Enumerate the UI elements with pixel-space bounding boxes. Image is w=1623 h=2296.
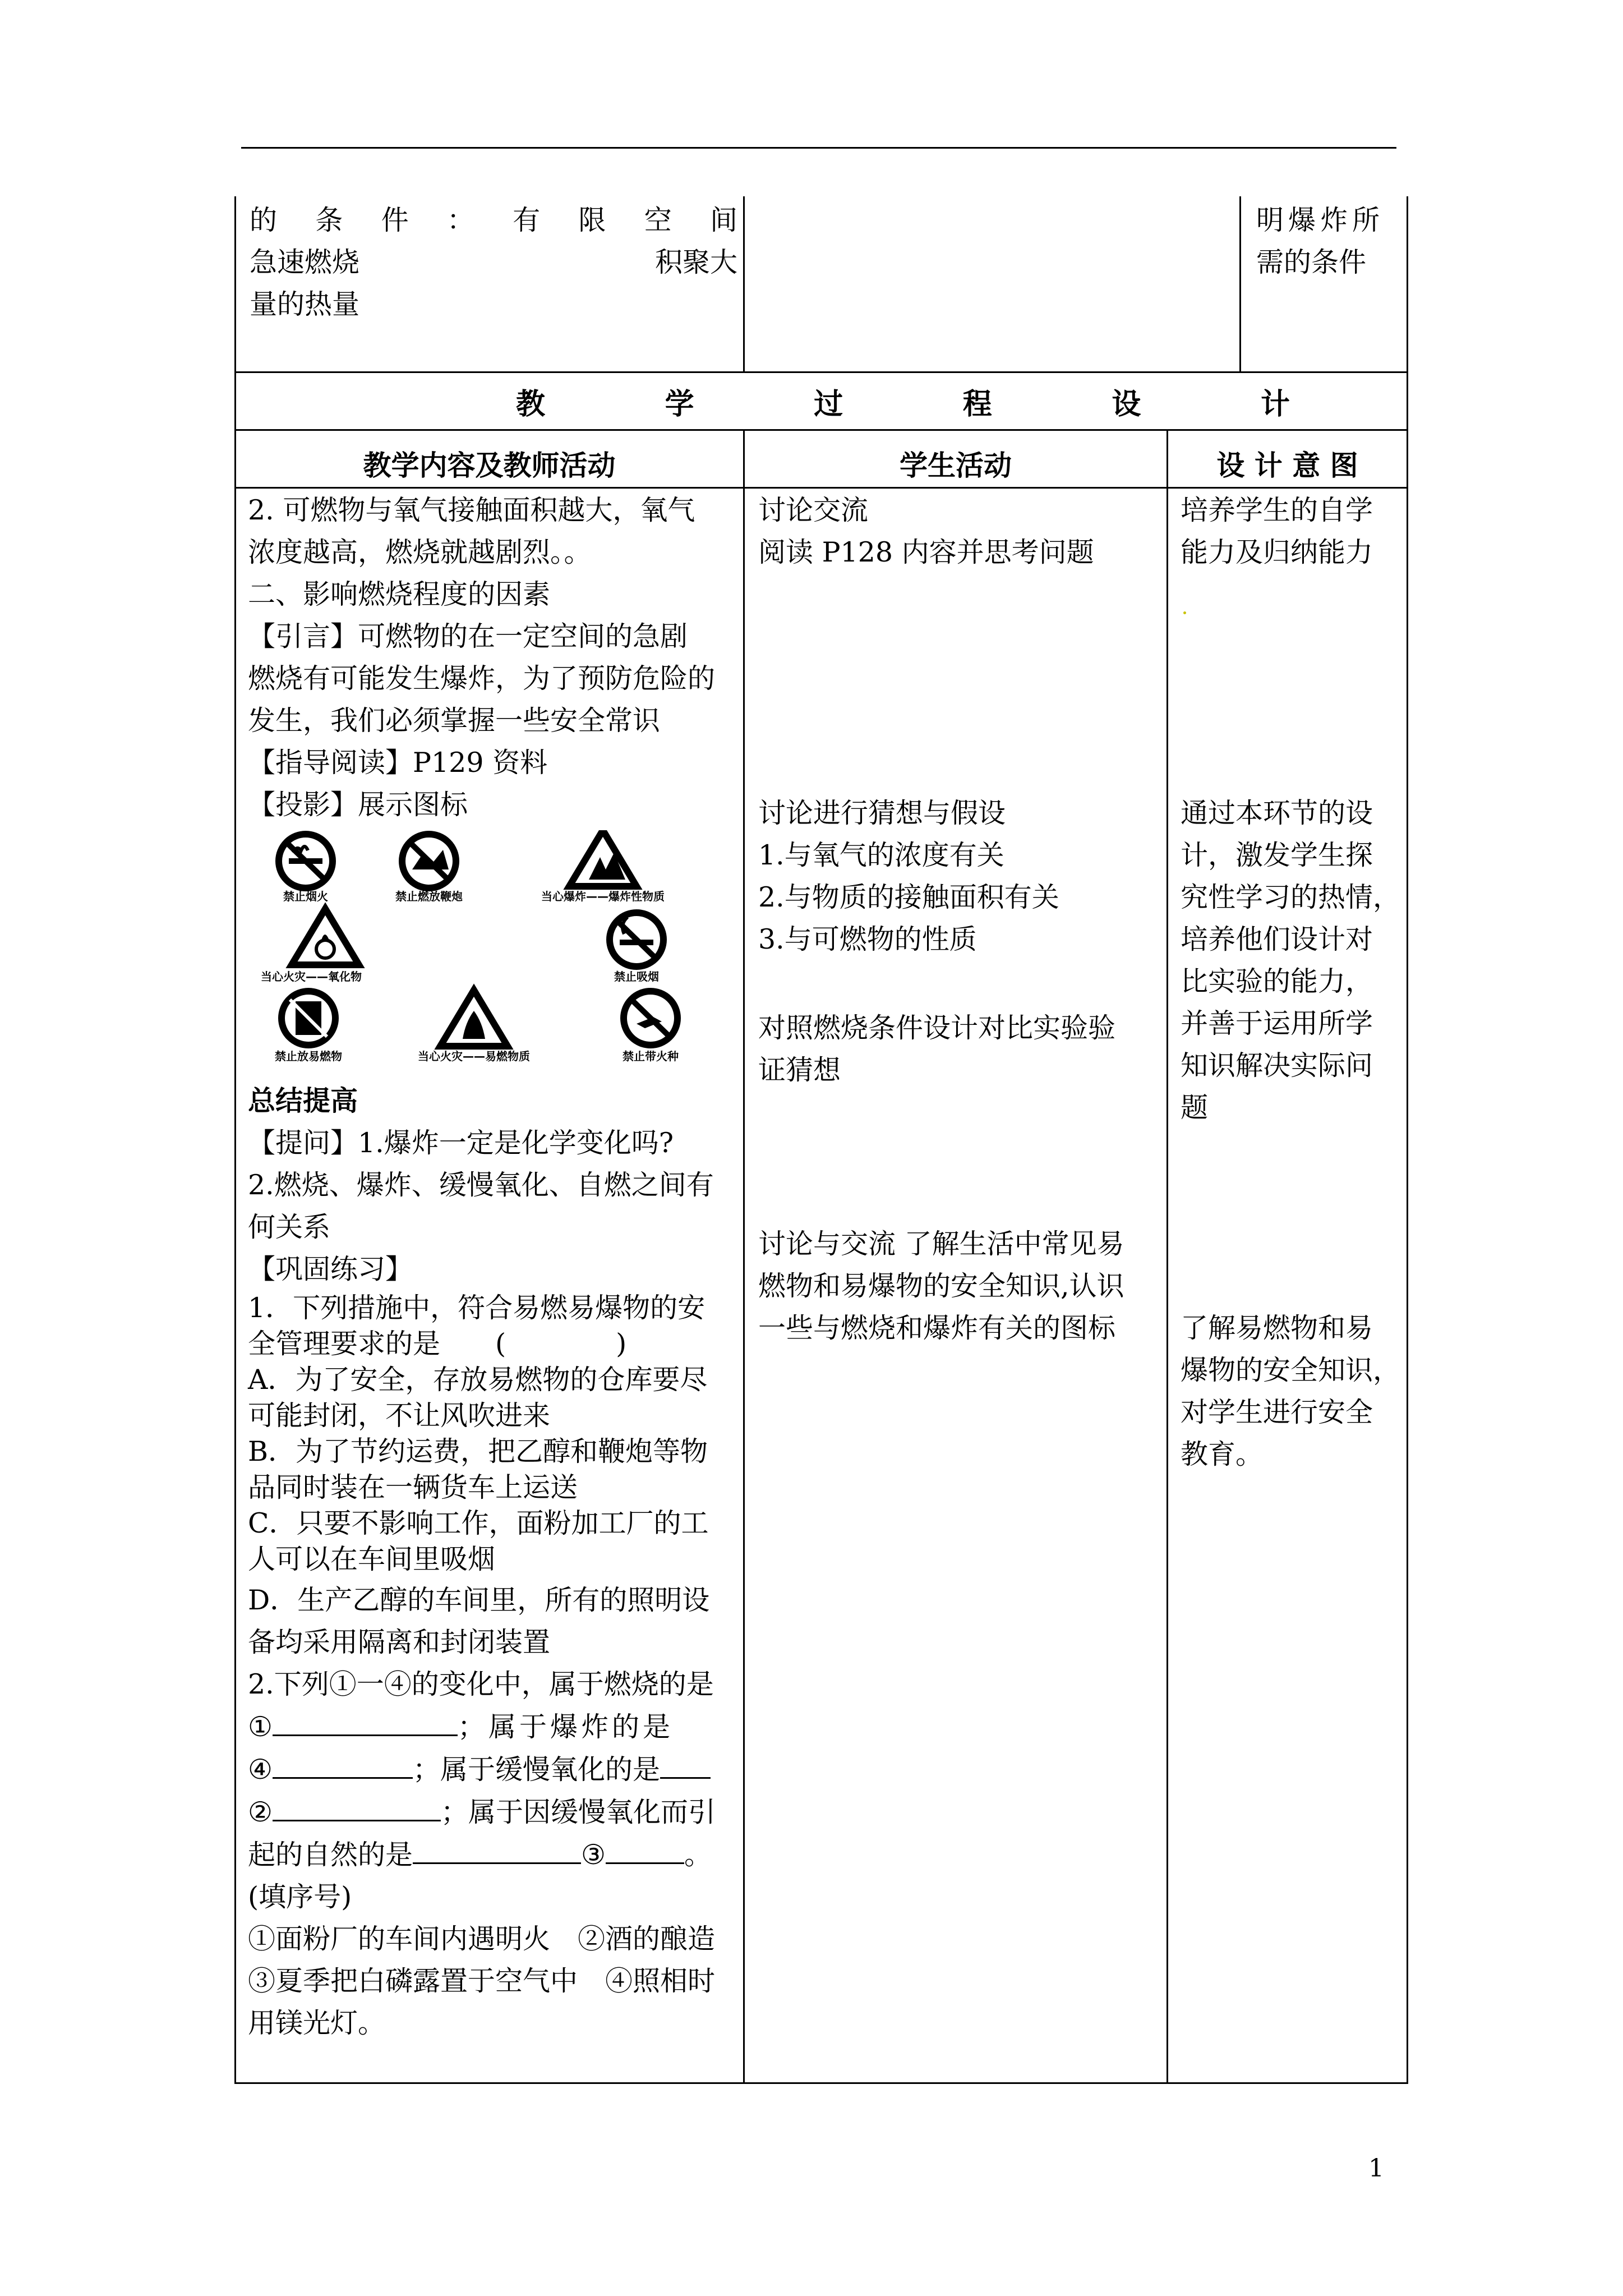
ex2-period: 。 (684, 1839, 712, 1871)
ex2-mark-4: ④ (248, 1754, 273, 1786)
student-1-line-1: 讨论交流 (758, 494, 869, 526)
student-activity-4 (758, 1223, 1162, 1349)
student-activity-3 (758, 1007, 1162, 1091)
student-2-line-4: 3.与可燃物的性质 (758, 923, 977, 955)
option-b-line-1: B．为了节约运费，把乙醇和鞭炮等物 (248, 1435, 708, 1467)
student-4-line-2: 燃物和易爆物的安全知识,认识 (758, 1270, 1124, 1302)
no-smoking-sign (610, 913, 663, 983)
continuation-col3 (1256, 199, 1396, 283)
intent-2-line-1: 通过本环节的设 (1181, 797, 1373, 829)
option-b-line-2: 品同时装在一辆货车上运送 (248, 1471, 578, 1503)
option-d-line-1: D．生产乙醇的车间里，所有的照明设 (248, 1584, 710, 1616)
student-4-line-3: 一些与燃烧和爆炸有关的图标 (758, 1312, 1116, 1344)
ex2-mark-3: ③ (581, 1839, 606, 1871)
cont3-line-2: 需的条件 (1256, 246, 1367, 278)
header-student-activity: 学生活动 (900, 449, 1012, 482)
oxidizer-warning-sign (261, 909, 362, 983)
table-bottom (234, 2082, 1408, 2084)
intro-line-2: 燃烧有可能发生爆炸，为了预防危险的 (248, 662, 716, 694)
exercise-2-line-6: (填序号) (248, 1881, 352, 1913)
sign-label-6: 禁止放易燃物 (275, 1050, 342, 1063)
ex2-mark-1: ① (248, 1711, 273, 1743)
student-4-line-1: 讨论与交流 了解生活中常见易 (758, 1228, 1124, 1260)
practice-heading: 【巩固练习】 (248, 1253, 413, 1285)
ex2-text-2: ；属于爆炸的是 (457, 1711, 674, 1743)
exercise-1-d (248, 1579, 741, 1663)
student-3-line-2: 证猜想 (758, 1054, 841, 1086)
answer-blank-burning[interactable] (273, 1705, 458, 1736)
items-line-2: ③夏季把白磷露置于空气中 ④照相时 (248, 1965, 716, 1997)
intent-3-line-4: 教育。 (1181, 1438, 1264, 1470)
explosive-warning-sign (541, 830, 665, 903)
intent-2-line-8: 题 (1181, 1092, 1209, 1124)
design-intent-3 (1181, 1307, 1405, 1475)
teacher-content-2 (248, 1080, 741, 1290)
answer-blank-slow-oxidation[interactable] (273, 1791, 441, 1821)
header-rule (241, 147, 1396, 149)
answer-blank-slow-oxidation-a[interactable] (660, 1748, 711, 1779)
sign-label-1: 禁止烟火 (283, 890, 328, 903)
row-line-1 (234, 371, 1408, 373)
question-2-line-1: 2.燃烧、爆炸、缓慢氧化、自燃之间有 (248, 1169, 714, 1201)
exercise-2-line-1: 2.下列①一④的变化中，属于燃烧的是 (248, 1668, 714, 1700)
exercise-2-line-3 (248, 1748, 741, 1791)
exercise-1 (248, 1290, 741, 1577)
divider-col2-top (1239, 196, 1241, 371)
option-c-line-1: C．只要不影响工作，面粉加工厂的工 (248, 1507, 709, 1539)
answer-blank-spontaneous[interactable] (413, 1833, 581, 1864)
sign-label-7: 当心火灾——易燃物质 (418, 1050, 530, 1063)
intent-3-line-3: 对学生进行安全 (1181, 1396, 1373, 1428)
intent-3-line-2: 爆物的安全知识， (1181, 1354, 1401, 1386)
ex2-text-3: ；属于缓慢氧化的是 (412, 1754, 660, 1786)
continuation-col1 (250, 199, 737, 325)
intent-1-line-1: 培养学生的自学 (1181, 494, 1373, 526)
page-number: 1 (1368, 2154, 1384, 2183)
exercise-1-line-1: 1．下列措施中，符合易燃易爆物的安 (248, 1292, 706, 1324)
exercise-2 (248, 1663, 741, 2044)
divider-col2 (1166, 429, 1168, 2084)
table-border-right (1407, 196, 1408, 2084)
answer-blank-explosion[interactable] (273, 1748, 413, 1779)
section-heading: 二、影响燃烧程度的因素 (248, 578, 551, 610)
intent-2-line-3: 究性学习的热情， (1181, 881, 1401, 913)
intent-2-line-7: 知识解决实际问 (1181, 1050, 1373, 1082)
exercise-2-line-2 (248, 1705, 741, 1748)
no-firecrackers-sign (395, 834, 463, 903)
summary-heading: 总结提高 (248, 1084, 358, 1117)
row-line-2 (234, 429, 1408, 431)
exercise-1-line-2: 全管理要求的是 ( ) (248, 1328, 627, 1360)
items-line-3: 用镁光灯。 (248, 2007, 386, 2039)
projection: 【投影】展示图标 (248, 789, 468, 821)
no-fire-carrying-sign (623, 991, 679, 1063)
sign-label-2: 禁止燃放鞭炮 (395, 890, 463, 903)
student-activity-1 (758, 489, 1162, 573)
option-a-line-2: 可能封闭，不让风吹进来 (248, 1400, 551, 1432)
flammable-warning-sign (418, 990, 530, 1063)
intro-line-3: 发生，我们必须掌握一些安全常识 (248, 705, 661, 737)
intent-2-line-2: 计，激发学生探 (1181, 839, 1373, 871)
student-2-line-1: 讨论进行猜想与假设 (758, 797, 1006, 829)
no-flammables-sign (275, 991, 342, 1063)
title-char-3: 过 (814, 386, 843, 421)
sign-label-3: 当心爆炸——爆炸性物质 (541, 890, 665, 903)
student-2-line-2: 1.与氧气的浓度有关 (758, 839, 1004, 871)
items-line-1: ①面粉厂的车间内遇明火 ②酒的酿造 (248, 1923, 716, 1955)
option-d-line-2: 备均采用隔离和封闭装置 (248, 1626, 551, 1658)
teacher-content (248, 489, 741, 826)
answer-blank-extra[interactable] (606, 1833, 684, 1864)
intent-1-line-2: 能力及归纳能力 (1181, 536, 1373, 568)
title-char-2: 学 (665, 386, 694, 421)
design-intent-2 (1181, 792, 1405, 1129)
student-2-line-3: 2.与物质的接触面积有关 (758, 881, 1059, 913)
sign-label-5: 禁止吸烟 (614, 970, 659, 983)
row-line-3 (234, 487, 1408, 489)
intent-2-line-5: 比实验的能力， (1181, 965, 1373, 997)
question-1: 【提问】1.爆炸一定是化学变化吗? (248, 1127, 674, 1159)
title-char-5: 设 (1112, 386, 1141, 421)
ex2-text-4: ；属于因缓慢氧化而引 (440, 1796, 716, 1828)
cont-line-2: 急速燃烧 积聚大 (250, 246, 737, 278)
option-a-line-1: A．为了安全，存放易燃物的仓库要尽 (248, 1364, 708, 1396)
intent-3-line-1: 了解易燃物和易 (1181, 1312, 1373, 1344)
cont3-line-1: 明爆炸所 (1256, 204, 1385, 236)
no-fire-sign (279, 834, 333, 903)
header-teacher-activity: 教学内容及教师活动 (363, 449, 616, 482)
option-c-line-2: 人可以在车间里吸烟 (248, 1543, 496, 1575)
ex2-mark-2: ② (248, 1796, 273, 1828)
intent-2-line-4: 培养他们设计对 (1181, 923, 1373, 955)
sign-label-4: 当心火灾——氧化物 (261, 970, 362, 983)
sign-label-8: 禁止带火种 (623, 1050, 679, 1063)
cont-line-3: 量的热量 (250, 288, 360, 320)
point-2-line-2: 浓度越高，燃烧就越剧烈。。 (248, 536, 592, 568)
intro-line-1: 【引言】可燃物的在一定空间的急剧 (248, 620, 688, 652)
exercise-2-line-4 (248, 1791, 741, 1833)
exercise-2-line-5 (248, 1833, 741, 1876)
ex2-text-5: 起的自然的是 (248, 1839, 413, 1871)
stray-mark (1183, 611, 1186, 614)
section-title (236, 376, 1408, 426)
student-activity-2 (758, 792, 1162, 960)
intent-2-line-6: 并善于运用所学 (1181, 1007, 1373, 1039)
divider-col1 (743, 429, 745, 2084)
point-2-line-1: 2. 可燃物与氧气接触面积越大，氧气 (248, 494, 695, 526)
design-intent-1 (1181, 489, 1405, 573)
cont-line-1: 的 条 件 ： 有 限 空 间 (250, 204, 737, 236)
student-3-line-1: 对照燃烧条件设计对比实验验 (758, 1012, 1116, 1044)
title-char-1: 教 (516, 386, 546, 421)
title-char-4: 程 (962, 386, 992, 421)
header-design-intent: 设 计 意 图 (1216, 449, 1358, 482)
title-char-6: 计 (1260, 386, 1290, 421)
question-2-line-2: 何关系 (248, 1211, 331, 1243)
safety-signs-figure (250, 830, 737, 1071)
divider-col1-top (743, 196, 745, 371)
student-1-line-2: 阅读 P128 内容并思考问题 (758, 536, 1094, 568)
guided-reading: 【指导阅读】P129 资料 (248, 747, 548, 779)
